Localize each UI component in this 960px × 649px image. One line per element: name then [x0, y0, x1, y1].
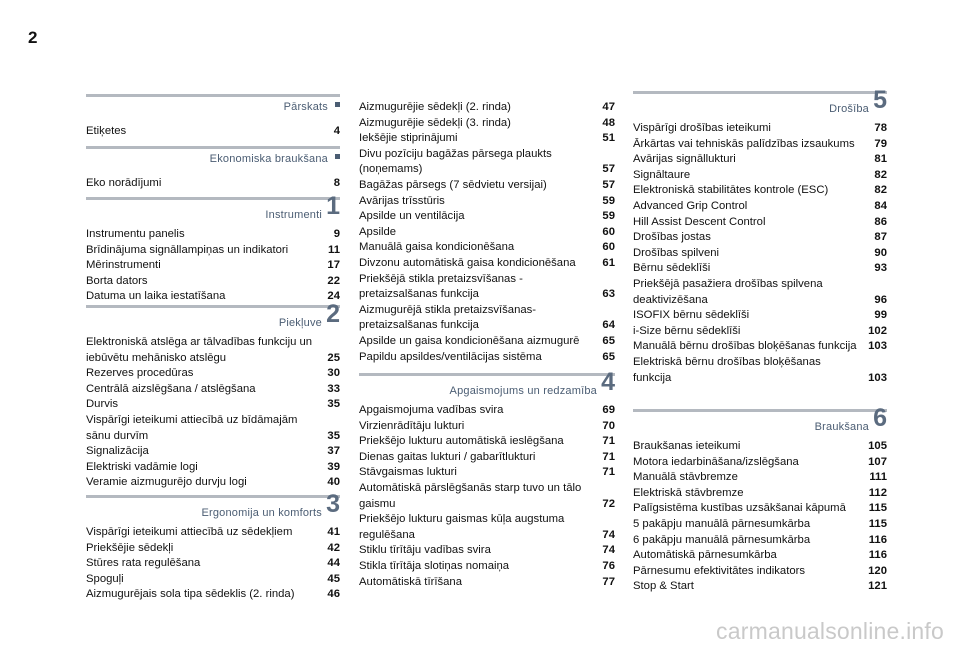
entry-page-number: 69 [602, 404, 615, 416]
toc-entry[interactable] [86, 475, 340, 491]
entry-title: Vispārīgi drošības ieteikumi [633, 122, 771, 134]
toc-entry[interactable] [359, 512, 615, 543]
entry-page-number: 39 [327, 460, 340, 473]
entry-title: Drošības spilveni [633, 246, 720, 259]
entry-page-number: 42 [327, 541, 340, 554]
entry-page-number: 24 [327, 290, 340, 303]
entry-title: Hill Assist Descent Control [633, 215, 766, 228]
chapter-number: 2 [326, 300, 340, 328]
entry-title: ISOFIX bērnu sēdeklīši [633, 309, 750, 322]
entry-title: Automātiskā tīrīšana [359, 575, 462, 588]
entry-page-number: 70 [602, 419, 615, 432]
toc-entry[interactable] [86, 335, 340, 366]
entry-title: Apgaismojuma vadības svira [359, 404, 504, 416]
toc-entry[interactable] [633, 215, 887, 231]
toc-entry[interactable] [359, 334, 615, 350]
entry-title: Stiklu tīrītāju vadības svira [359, 544, 491, 557]
entry-page-number: 59 [602, 194, 615, 207]
entry-title: Priekšējo lukturu automātiskā ieslēgšana [359, 435, 564, 448]
entry-page-number: 93 [874, 262, 887, 275]
entry-title: Bagāžas pārsegs (7 sēdvietu versijai) [359, 178, 547, 191]
toc-entry[interactable] [359, 559, 615, 575]
entry-page-number: 105 [868, 440, 887, 452]
page-number: 2 [28, 28, 38, 47]
entry-page-number: 47 [602, 101, 615, 113]
toc-entry[interactable] [359, 131, 615, 147]
toc-entry[interactable] [359, 100, 615, 116]
toc-entry[interactable] [86, 444, 340, 460]
entry-list [86, 227, 340, 305]
toc-entry[interactable] [633, 261, 887, 277]
entry-page-number: 25 [327, 351, 340, 364]
entry-title: Apsilde un gaisa kondicionēšana aizmugurē [359, 334, 580, 347]
entry-page-number: 115 [868, 517, 887, 530]
section-header [633, 404, 887, 438]
toc-section [86, 146, 340, 192]
entry-page-number: 9 [333, 228, 340, 240]
entry-page-number: 35 [327, 429, 340, 442]
entry-page-number: 44 [327, 557, 340, 570]
toc-entry[interactable] [86, 556, 340, 572]
entry-page-number: 116 [868, 533, 887, 546]
section-header [633, 86, 887, 120]
section-header [86, 94, 340, 123]
entry-title: Palīgsistēma kustības uzsākšanai kāpumā [633, 502, 846, 515]
entry-page-number: 33 [327, 382, 340, 395]
chapter-number: 3 [326, 490, 340, 518]
entry-page-number: 102 [868, 324, 887, 337]
toc-entry[interactable] [359, 465, 615, 481]
entry-title: Aizmugurējie sēdekļi (3. rinda) [359, 116, 511, 129]
entry-title: Priekšējie sēdekļi [86, 541, 174, 554]
toc-entry[interactable] [633, 470, 887, 486]
toc-entry[interactable] [633, 564, 887, 580]
toc-entry[interactable] [633, 548, 887, 564]
entry-title: i-Size bērnu sēdeklīši [633, 324, 741, 337]
toc-entry[interactable] [359, 240, 615, 256]
entry-page-number: 4 [333, 125, 340, 137]
entry-title: Drošības jostas [633, 231, 711, 244]
entry-title: Instrumentu panelis [86, 228, 185, 240]
toc-entry[interactable] [86, 227, 340, 243]
toc-section [359, 368, 615, 590]
entry-page-number: 96 [874, 293, 887, 306]
entry-title: Ārkārtas vai tehniskās palīdzības izsaukums [633, 137, 855, 150]
toc-entry[interactable] [86, 243, 340, 259]
entry-title: Avārijas signāllukturi [633, 153, 736, 166]
toc-entry[interactable] [86, 587, 340, 603]
toc-entry[interactable] [633, 324, 887, 340]
entry-page-number: 74 [602, 528, 615, 541]
entry-page-number: 76 [602, 559, 615, 572]
toc-entry[interactable] [359, 419, 615, 435]
entry-page-number: 115 [868, 502, 887, 515]
entry-title: Papildu apsildes/ventilācijas sistēma [359, 350, 542, 363]
entry-page-number: 103 [868, 340, 887, 353]
entry-title: Bērnu sēdeklīši [633, 262, 711, 275]
entry-list [86, 525, 340, 603]
toc-entry[interactable] [86, 397, 340, 413]
toc-entry[interactable] [359, 256, 615, 272]
toc-entry[interactable] [86, 413, 340, 444]
entry-title: Stop & Start [633, 580, 694, 593]
entry-page-number: 17 [327, 259, 340, 272]
entry-page-number: 46 [327, 588, 340, 601]
toc-entry[interactable] [86, 382, 340, 398]
entry-page-number: 60 [602, 225, 615, 238]
toc-entry[interactable] [633, 486, 887, 502]
entry-page-number: 120 [868, 564, 887, 577]
entry-page-number: 35 [327, 398, 340, 411]
square-bullet-icon [335, 154, 340, 159]
entry-title: Durvis [86, 398, 119, 411]
chapter-number: 4 [601, 368, 615, 396]
entry-title: Eko norādījumi [86, 177, 162, 189]
toc-entry[interactable] [359, 116, 615, 132]
entry-list [86, 335, 340, 491]
entry-page-number: 41 [327, 526, 340, 538]
section-title: Instrumenti [265, 209, 322, 221]
toc-entry[interactable] [86, 541, 340, 557]
entry-title: Automātiskā pārslēgšanās starp tuvo un tālo gaismu [359, 481, 582, 510]
section-header [86, 146, 340, 175]
toc-entry[interactable] [86, 525, 340, 541]
section-title: Ekonomiska braukšana [209, 153, 328, 165]
toc-entry[interactable] [633, 439, 887, 455]
toc-entry[interactable] [633, 501, 887, 517]
entry-page-number: 99 [874, 309, 887, 322]
toc-entry[interactable] [359, 272, 615, 303]
entry-title: Manuālā bērnu drošības bloķēšanas funkcija [633, 340, 857, 353]
toc-entry[interactable] [633, 579, 887, 595]
toc-section [86, 490, 340, 603]
entry-page-number: 64 [602, 319, 615, 332]
entry-page-number: 60 [602, 241, 615, 254]
entry-page-number: 72 [602, 497, 615, 510]
entry-title: Manuālā gaisa kondicionēšana [359, 241, 515, 254]
toc-entry[interactable] [633, 339, 887, 355]
entry-title: Etiķetes [86, 125, 127, 137]
toc-entry[interactable] [633, 199, 887, 215]
toc-entry[interactable] [359, 225, 615, 241]
toc-entry[interactable] [633, 230, 887, 246]
section-header [359, 368, 615, 402]
entry-title: Motora iedarbināšana/izslēgšana [633, 455, 799, 468]
toc-entry[interactable] [86, 176, 340, 192]
entry-title: Aizmugurējais sola tipa sēdeklis (2. rinda) [86, 588, 295, 601]
entry-page-number: 84 [874, 199, 887, 212]
toc-entry[interactable] [86, 289, 340, 305]
entry-title: Priekšējo lukturu gaismas kūļa augstuma regulēšana [359, 513, 565, 541]
toc-section [633, 404, 887, 595]
entry-page-number: 111 [869, 471, 887, 484]
entry-page-number: 82 [874, 168, 887, 181]
entry-page-number: 90 [874, 246, 887, 259]
entry-title: Dienas gaitas lukturi / gabarītlukturi [359, 450, 536, 463]
entry-page-number: 103 [868, 371, 887, 384]
section-header [86, 300, 340, 334]
entry-page-number: 74 [602, 544, 615, 557]
entry-title: Braukšanas ieteikumi [633, 440, 741, 452]
section-title: Ergonomija un komforts [201, 507, 322, 519]
chapter-number: 1 [326, 192, 340, 220]
toc-entry[interactable] [359, 350, 615, 366]
section-title: Apgaismojums un redzamība [449, 385, 597, 397]
entry-title: Divu pozīciju bagāžas pārsega plaukts (noņemams) [359, 147, 552, 176]
entry-title: Priekšējā stikla pretaizsvīšanas - pretaizsalšanas funkcija [359, 272, 523, 301]
entry-title: Spoguļi [86, 572, 124, 585]
entry-page-number: 37 [327, 445, 340, 458]
entry-page-number: 81 [874, 153, 887, 166]
toc-entry[interactable] [359, 543, 615, 559]
toc-entry[interactable] [633, 455, 887, 471]
entry-page-number: 61 [602, 256, 615, 269]
toc-entry[interactable] [633, 277, 887, 308]
section-title: Braukšana [814, 421, 869, 433]
entry-page-number: 65 [602, 350, 615, 363]
toc-entry[interactable] [359, 303, 615, 334]
entry-page-number: 63 [602, 288, 615, 301]
entry-title: Vispārīgi ieteikumi attiecībā uz bīdāmajām sānu durvīm [86, 413, 298, 442]
toc-section [86, 94, 340, 140]
toc-entry[interactable] [86, 460, 340, 476]
entry-page-number: 30 [327, 367, 340, 380]
entry-list [86, 176, 340, 192]
section-title: Pārskats [283, 101, 328, 113]
toc-entry[interactable] [86, 572, 340, 588]
entry-title: Aizmugurējie sēdekļi (2. rinda) [359, 101, 511, 113]
entry-title: Veramie aizmugurējo durvju logi [86, 476, 247, 489]
entry-list [633, 121, 887, 386]
entry-title: Divzonu automātiskā gaisa kondicionēšana [359, 256, 576, 269]
entry-page-number: 107 [868, 455, 887, 468]
watermark: carmanualsonline.info [716, 618, 944, 644]
toc-entry[interactable] [633, 308, 887, 324]
entry-title: Advanced Grip Control [633, 199, 748, 212]
toc-entry[interactable] [86, 124, 340, 140]
section-title: Drošība [829, 103, 869, 115]
toc-section [86, 300, 340, 491]
entry-title: Elektroniskā atslēga ar tālvadības funkciju un iebūvētu mehānisko atslēgu [86, 336, 313, 364]
entry-list [86, 124, 340, 140]
entry-page-number: 11 [328, 243, 340, 256]
entry-list [633, 439, 887, 595]
entry-title: Mērinstrumenti [86, 259, 161, 272]
toc-entry[interactable] [86, 274, 340, 290]
entry-page-number: 77 [602, 575, 615, 588]
entry-page-number: 8 [333, 177, 340, 189]
toc-entry[interactable] [359, 178, 615, 194]
entry-title: Datuma un laika iestatīšana [86, 290, 226, 303]
entry-list [359, 403, 615, 590]
entry-title: 5 pakāpju manuālā pārnesumkārba [633, 517, 811, 530]
entry-title: Signāltaure [633, 168, 691, 181]
toc-entry[interactable] [633, 355, 887, 386]
entry-title: Brīdinājuma signāllampiņas un indikatori [86, 243, 289, 256]
entry-title: Stāvgaismas lukturi [359, 466, 457, 479]
toc-entry[interactable] [86, 258, 340, 274]
toc-entry[interactable] [359, 403, 615, 419]
toc-entry[interactable] [359, 481, 615, 512]
toc-entry[interactable] [633, 183, 887, 199]
entry-title: Automātiskā pārnesumkārba [633, 549, 777, 562]
entry-page-number: 57 [602, 163, 615, 176]
entry-title: Apsilde un ventilācija [359, 210, 465, 223]
entry-page-number: 57 [602, 178, 615, 191]
entry-title: Pārnesumu efektivitātes indikators [633, 564, 806, 577]
chapter-number: 6 [873, 404, 887, 432]
toc-entry[interactable] [359, 147, 615, 178]
toc-entry[interactable] [633, 121, 887, 137]
section-header [86, 490, 340, 524]
entry-title: Signalizācija [86, 445, 149, 458]
entry-page-number: 59 [602, 210, 615, 223]
toc-entry[interactable] [633, 168, 887, 184]
entry-page-number: 22 [327, 274, 340, 287]
toc-entry[interactable] [633, 137, 887, 153]
entry-page-number: 121 [868, 580, 887, 593]
toc-section [359, 99, 615, 365]
entry-title: Stikla tīrītāja slotiņas nomaiņa [359, 559, 510, 572]
entry-title: 6 pakāpju manuālā pārnesumkārba [633, 533, 811, 546]
entry-title: Elektroniskā stabilitātes kontrole (ESC) [633, 184, 829, 197]
entry-page-number: 71 [602, 466, 615, 479]
toc-entry[interactable] [633, 152, 887, 168]
entry-page-number: 71 [602, 435, 615, 448]
entry-page-number: 45 [327, 572, 340, 585]
entry-title: Elektriskā bērnu drošības bloķēšanas funkcija [633, 355, 821, 384]
toc-entry[interactable] [359, 209, 615, 225]
toc-entry[interactable] [359, 434, 615, 450]
entry-title: Aizmugurējā stikla pretaizsvīšanas-pretaizsalšanas funkcija [359, 303, 537, 332]
entry-page-number: 112 [868, 486, 887, 499]
entry-page-number: 51 [602, 132, 615, 145]
chapter-number: 5 [873, 86, 887, 114]
toc-entry[interactable] [633, 517, 887, 533]
entry-title: Stūres rata regulēšana [86, 557, 201, 570]
entry-title: Virzienrādītāju lukturi [359, 419, 465, 432]
entry-page-number: 71 [602, 450, 615, 463]
entry-title: Centrālā aizslēgšana / atslēgšana [86, 382, 256, 395]
entry-title: Rezerves procedūras [86, 367, 194, 380]
entry-page-number: 116 [868, 549, 887, 562]
toc-entry[interactable] [86, 366, 340, 382]
entry-page-number: 65 [602, 334, 615, 347]
entry-page-number: 40 [327, 476, 340, 489]
entry-page-number: 86 [874, 215, 887, 228]
entry-title: Vispārīgi ieteikumi attiecībā uz sēdekļiem [86, 526, 293, 538]
toc-entry[interactable] [633, 533, 887, 549]
toc-section [633, 86, 887, 386]
entry-title: Elektriskā stāvbremze [633, 486, 744, 499]
toc-entry[interactable] [359, 194, 615, 210]
entry-title: Avārijas trīsstūris [359, 194, 445, 207]
square-bullet-icon [335, 102, 340, 107]
entry-title: Manuālā stāvbremze [633, 471, 738, 484]
section-title: Piekļuve [278, 317, 322, 329]
entry-page-number: 79 [874, 137, 887, 150]
toc-entry[interactable] [633, 246, 887, 262]
toc-entry[interactable] [359, 575, 615, 591]
entry-page-number: 87 [874, 231, 887, 244]
entry-title: Iekšējie stiprinājumi [359, 132, 458, 145]
entry-page-number: 82 [874, 184, 887, 197]
entry-page-number: 48 [602, 116, 615, 129]
section-header [86, 192, 340, 226]
entry-title: Priekšējā pasažiera drošības spilvena deaktivizēšana [633, 277, 823, 306]
entry-title: Apsilde [359, 225, 397, 238]
entry-title: Elektriski vadāmie logi [86, 460, 198, 473]
entry-page-number: 78 [874, 122, 887, 134]
entry-title: Borta dators [86, 274, 148, 287]
toc-section [86, 192, 340, 305]
entry-list [359, 100, 615, 365]
toc-entry[interactable] [359, 450, 615, 466]
